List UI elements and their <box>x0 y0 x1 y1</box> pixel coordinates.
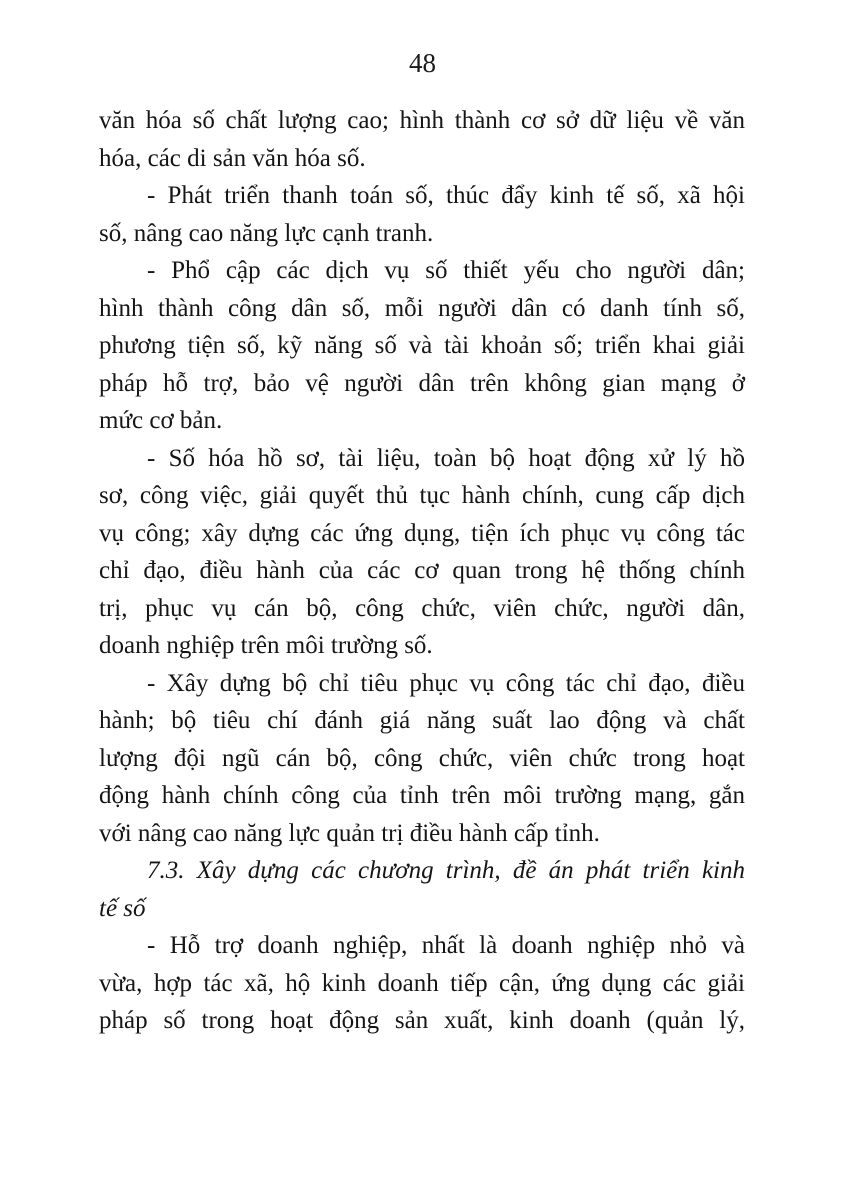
text-line: với nâng cao năng lực quản trị điều hành cấp tỉnh. <box>99 819 600 847</box>
section-heading-7-3 <box>99 852 745 927</box>
text-line: lượng đội ngũ cán bộ, công chức, viên chức trong hoạt <box>99 744 745 772</box>
text-line: văn hóa số chất lượng cao; hình thành cơ sở dữ liệu về văn <box>99 107 745 134</box>
text-line: vụ công; xây dựng các ứng dụng, tiện ích phục vụ công tác <box>99 519 745 547</box>
paragraph-digital-payment <box>99 177 745 252</box>
paragraph-enterprise-support <box>99 927 745 1040</box>
text-line: pháp hỗ trợ, bảo vệ người dân trên không gian mạng ở <box>99 369 745 397</box>
paragraph-digital-services <box>99 252 745 440</box>
text-line: - Phổ cập các dịch vụ số thiết yếu cho người dân; <box>147 257 745 284</box>
text-line: - Xây dựng bộ chỉ tiêu phục vụ công tác chỉ đạo, điều <box>147 669 745 697</box>
text-line: phương tiện số, kỹ năng số và tài khoản số; triển khai giải <box>99 332 745 359</box>
text-line: sơ, công việc, giải quyết thủ tục hành chính, cung cấp dịch <box>99 482 745 509</box>
text-line: động hành chính công của tỉnh trên môi trường mạng, gắn <box>99 782 745 809</box>
text-line: doanh nghiệp trên môi trường số. <box>99 632 433 659</box>
text-line: - Phát triển thanh toán số, thúc đẩy kinh tế số, xã hội <box>147 182 745 209</box>
paragraph-kpi-system <box>99 665 745 853</box>
document-body <box>99 102 745 1040</box>
text-line: hình thành công dân số, mỗi người dân có danh tính số, <box>99 294 745 322</box>
text-line: 7.3. Xây dựng các chương trình, đề án phát triển kinh <box>147 857 745 884</box>
text-line: hành; bộ tiêu chí đánh giá năng suất lao động và chất <box>99 707 745 734</box>
text-line: vừa, hợp tác xã, hộ kinh doanh tiếp cận, ứng dụng các giải <box>99 969 745 997</box>
paragraph-digitization <box>99 440 745 665</box>
text-line: hóa, các di sản văn hóa số. <box>99 144 366 172</box>
text-line: - Hỗ trợ doanh nghiệp, nhất là doanh nghiệp nhỏ và <box>147 932 745 959</box>
text-line: pháp số trong hoạt động sản xuất, kinh doanh (quản lý, <box>99 1007 745 1034</box>
text-line: số, nâng cao năng lực cạnh tranh. <box>99 219 434 247</box>
page-number: 48 <box>409 48 436 78</box>
paragraph-culture-continuation <box>99 102 745 177</box>
text-line: chỉ đạo, điều hành của các cơ quan trong hệ thống chính <box>99 557 745 584</box>
text-line: tế số <box>99 894 146 922</box>
text-line: - Số hóa hồ sơ, tài liệu, toàn bộ hoạt động xử lý hồ <box>147 444 745 472</box>
text-line: mức cơ bản. <box>99 407 223 434</box>
text-line: trị, phục vụ cán bộ, công chức, viên chức, người dân, <box>99 594 745 622</box>
